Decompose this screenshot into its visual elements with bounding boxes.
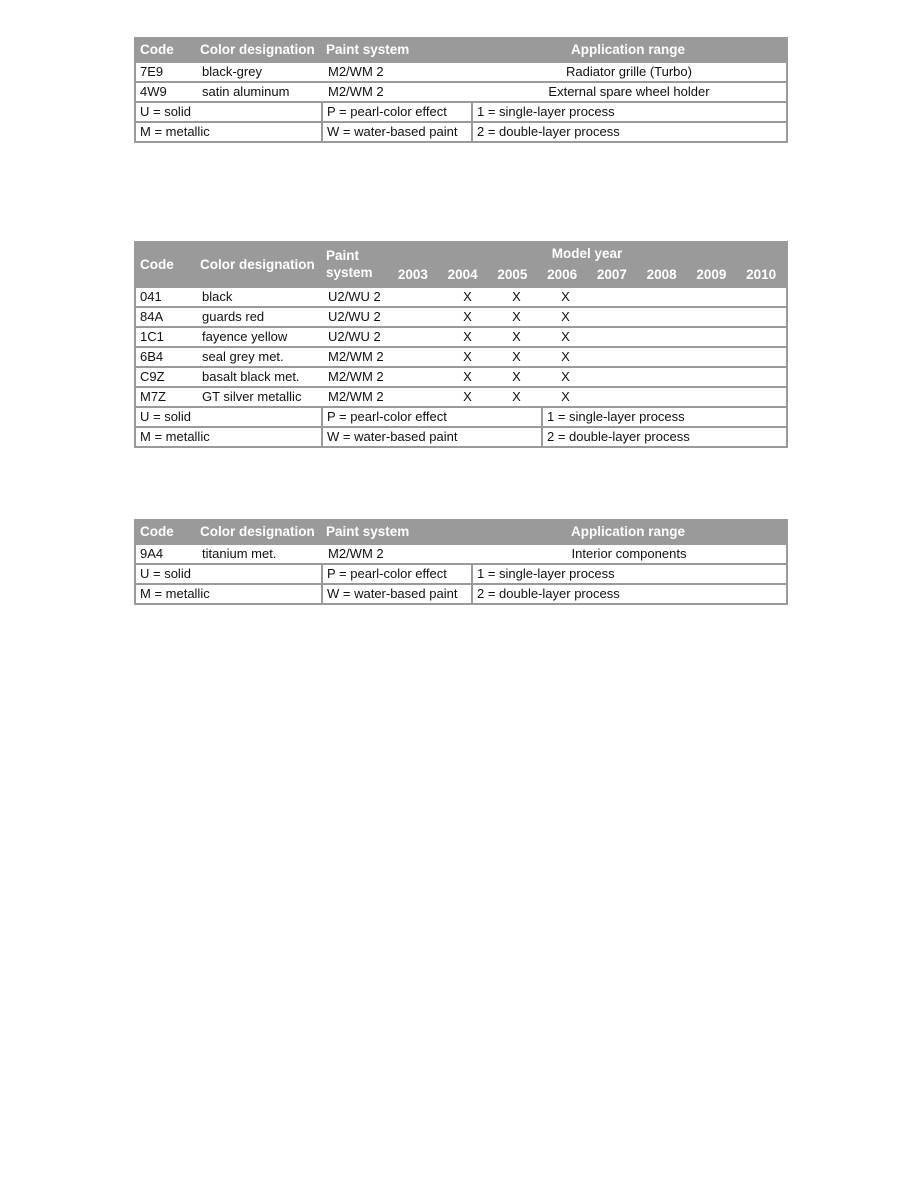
year-mark-cell: X	[512, 289, 521, 304]
year-2006: 2006	[547, 267, 578, 282]
year-mark-cell: X	[561, 349, 570, 364]
year-mark-cell	[590, 288, 639, 306]
year-2008: 2008	[646, 267, 677, 282]
code-cell: 1C1	[140, 329, 164, 344]
legend-row	[136, 428, 786, 446]
year-mark-cell	[737, 288, 786, 306]
color-cell: seal grey met.	[202, 349, 284, 364]
color-cell: titanium met.	[202, 546, 277, 561]
paint-table-3	[134, 519, 788, 605]
color-cell: basalt black met.	[202, 369, 300, 384]
year-mark-cell	[688, 328, 737, 346]
legend-single-layer: 1 = single-layer process	[473, 103, 786, 121]
code-cell: 9A4	[140, 546, 164, 561]
year-mark-cell: X	[561, 309, 570, 324]
table-row	[136, 368, 786, 386]
legend-single-layer: 1 = single-layer process	[543, 408, 786, 426]
code-cell: 041	[140, 289, 162, 304]
year-mark-cell: X	[463, 389, 472, 404]
header-paint-system: Paint system	[326, 524, 410, 539]
legend-pearl: P = pearl-color effect	[323, 103, 471, 121]
year-2010: 2010	[746, 267, 777, 282]
header-paint-line1: Paint	[326, 248, 360, 263]
header-color-designation: Color designation	[200, 257, 315, 272]
table-header	[136, 521, 786, 543]
year-mark-cell	[737, 348, 786, 366]
year-mark-cell	[590, 388, 639, 406]
paint-cell: M2/WM 2	[328, 389, 384, 404]
year-marks	[394, 388, 786, 406]
color-cell: guards red	[202, 309, 265, 324]
color-cell: GT silver metallic	[202, 389, 302, 404]
range-cell: Radiator grille (Turbo)	[566, 64, 692, 79]
year-marks	[394, 308, 786, 326]
legend-row	[136, 103, 786, 121]
code-cell: 84A	[140, 309, 164, 324]
year-mark-cell	[688, 348, 737, 366]
legend-double-layer: 2 = double-layer process	[543, 428, 786, 446]
legend-row	[136, 408, 786, 426]
table-body	[136, 288, 786, 406]
legend-double-layer: 2 = double-layer process	[473, 585, 786, 603]
table-row	[136, 545, 786, 563]
range-cell: External spare wheel holder	[548, 84, 710, 99]
year-mark-cell	[737, 368, 786, 386]
year-mark-cell	[639, 388, 688, 406]
year-mark-cell	[394, 388, 443, 406]
table-header	[136, 39, 786, 61]
table-header	[136, 243, 786, 286]
legend-water-based: W = water-based paint	[323, 123, 471, 141]
header-application-range: Application range	[570, 42, 685, 57]
code-cell: 6B4	[140, 349, 164, 364]
legend-pearl: P = pearl-color effect	[323, 565, 471, 583]
year-mark-cell: X	[512, 329, 521, 344]
paint-cell: M2/WM 2	[328, 369, 384, 384]
header-model-year-group	[388, 243, 786, 286]
code-cell: C9Z	[140, 369, 165, 384]
year-mark-cell	[688, 288, 737, 306]
year-mark-cell	[394, 328, 443, 346]
table-row	[136, 83, 786, 101]
header-code: Code	[140, 42, 174, 57]
header-paint-system: Paint system	[326, 42, 410, 57]
legend-row	[136, 123, 786, 141]
range-cell: Interior components	[571, 546, 687, 561]
year-mark-cell: X	[463, 309, 472, 324]
legend-solid: U = solid	[136, 565, 321, 583]
legend-water-based: W = water-based paint	[323, 428, 541, 446]
header-years	[388, 264, 786, 286]
year-mark-cell	[737, 328, 786, 346]
paint-table-2	[134, 241, 788, 448]
header-code: Code	[140, 524, 174, 539]
year-mark-cell: X	[512, 309, 521, 324]
year-mark-cell: X	[463, 369, 472, 384]
year-2003: 2003	[397, 267, 428, 282]
paint-table-1	[134, 37, 788, 143]
year-mark-cell: X	[561, 369, 570, 384]
header-color-designation: Color designation	[200, 524, 315, 539]
year-mark-cell	[737, 388, 786, 406]
year-mark-cell	[394, 308, 443, 326]
year-mark-cell	[394, 288, 443, 306]
legend-metallic: M = metallic	[136, 585, 321, 603]
paint-cell: M2/WM 2	[328, 64, 384, 79]
year-mark-cell: X	[561, 389, 570, 404]
year-mark-cell: X	[561, 329, 570, 344]
year-mark-cell: X	[512, 389, 521, 404]
header-paint-system	[322, 243, 388, 286]
year-mark-cell	[639, 328, 688, 346]
paint-cell: M2/WM 2	[328, 546, 384, 561]
year-mark-cell	[639, 368, 688, 386]
code-cell: M7Z	[140, 389, 166, 404]
year-mark-cell: X	[512, 369, 521, 384]
year-marks	[394, 348, 786, 366]
year-marks	[394, 368, 786, 386]
year-mark-cell	[394, 368, 443, 386]
table-row	[136, 63, 786, 81]
table-row	[136, 388, 786, 406]
year-mark-cell: X	[561, 289, 570, 304]
legend-row	[136, 585, 786, 603]
year-mark-cell	[737, 308, 786, 326]
year-mark-cell	[639, 288, 688, 306]
year-mark-cell	[688, 388, 737, 406]
year-mark-cell	[590, 348, 639, 366]
header-code: Code	[140, 257, 174, 272]
paint-cell: U2/WU 2	[328, 289, 381, 304]
legend-single-layer: 1 = single-layer process	[473, 565, 786, 583]
legend-solid: U = solid	[136, 103, 321, 121]
year-mark-cell	[639, 348, 688, 366]
paint-cell: M2/WM 2	[328, 349, 384, 364]
header-application-range: Application range	[570, 524, 685, 539]
legend-double-layer: 2 = double-layer process	[473, 123, 786, 141]
year-2004: 2004	[447, 267, 478, 282]
paint-cell: U2/WU 2	[328, 309, 381, 324]
legend-metallic: M = metallic	[136, 123, 321, 141]
year-mark-cell: X	[463, 289, 472, 304]
year-mark-cell	[688, 368, 737, 386]
legend-water-based: W = water-based paint	[323, 585, 471, 603]
legend-pearl: P = pearl-color effect	[323, 408, 541, 426]
year-mark-cell	[688, 308, 737, 326]
table-row	[136, 288, 786, 306]
header-color-designation: Color designation	[200, 42, 315, 57]
code-cell: 7E9	[140, 64, 164, 79]
table-row	[136, 348, 786, 366]
paint-cell: U2/WU 2	[328, 329, 381, 344]
year-2007: 2007	[596, 267, 627, 282]
year-mark-cell	[590, 328, 639, 346]
color-cell: fayence yellow	[202, 329, 288, 344]
color-cell: satin aluminum	[202, 84, 290, 99]
year-marks	[394, 288, 786, 306]
year-2005: 2005	[497, 267, 528, 282]
year-mark-cell	[590, 368, 639, 386]
year-mark-cell	[590, 308, 639, 326]
year-mark-cell: X	[512, 349, 521, 364]
color-cell: black	[202, 289, 233, 304]
code-cell: 4W9	[140, 84, 167, 99]
year-marks	[394, 328, 786, 346]
table-row	[136, 308, 786, 326]
header-model-year: Model year	[551, 246, 623, 261]
year-mark-cell: X	[463, 329, 472, 344]
year-mark-cell: X	[463, 349, 472, 364]
color-cell: black-grey	[202, 64, 262, 79]
year-mark-cell	[639, 308, 688, 326]
paint-cell: M2/WM 2	[328, 84, 384, 99]
header-paint-line2: system	[326, 265, 373, 280]
table-row	[136, 328, 786, 346]
legend-solid: U = solid	[136, 408, 321, 426]
year-mark-cell	[394, 348, 443, 366]
year-2009: 2009	[696, 267, 727, 282]
legend-metallic: M = metallic	[136, 428, 321, 446]
legend-row	[136, 565, 786, 583]
